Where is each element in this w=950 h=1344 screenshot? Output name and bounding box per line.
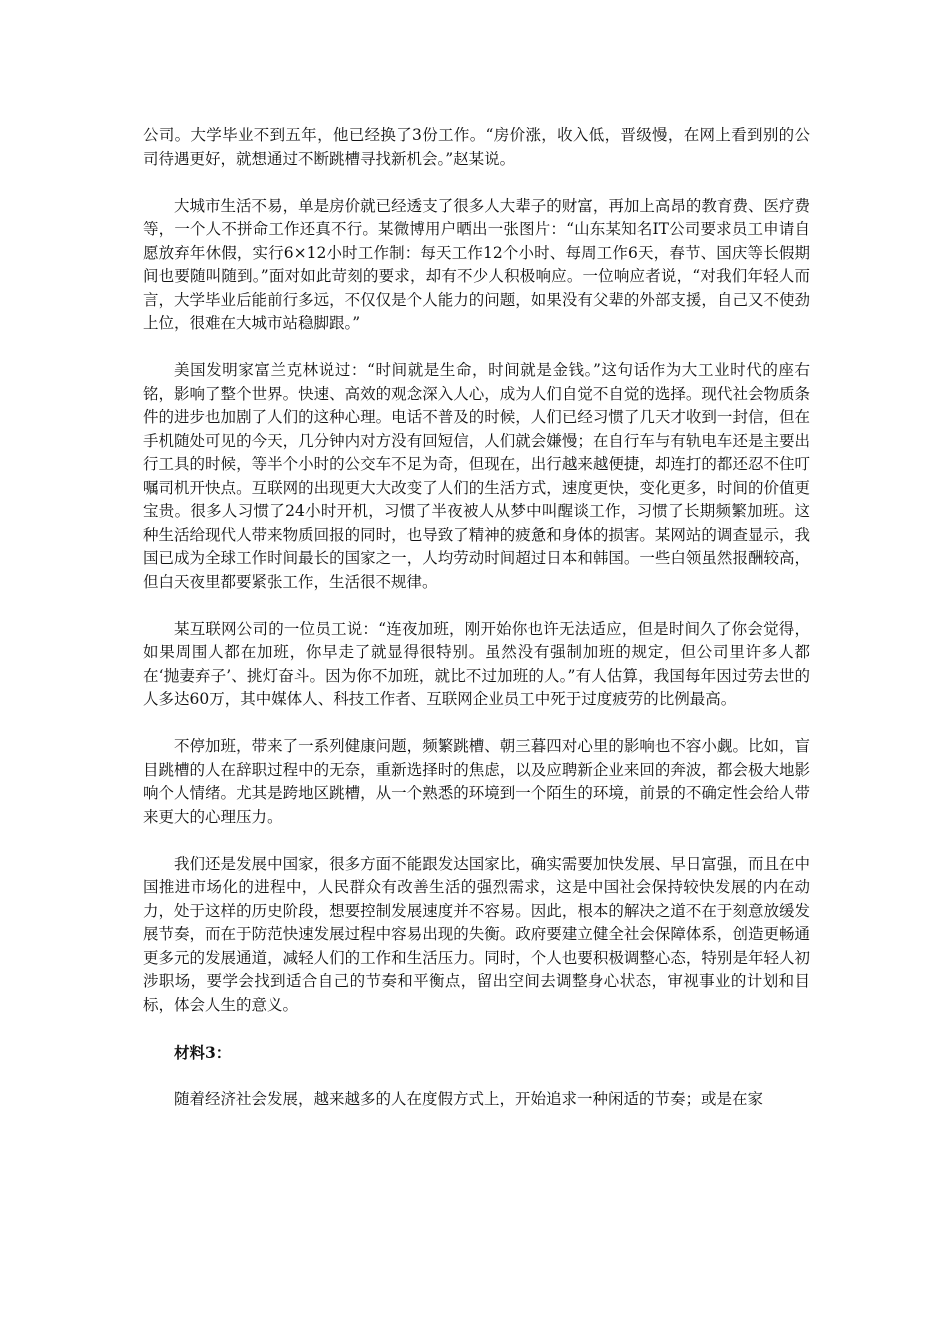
paragraph-4: 某互联网公司的一位员工说：“连夜加班，刚开始你也许无法适应，但是时间久了你会觉得，如果周围人都在加班，你早走了就显得很特别。虽然没有强制加班的规定，但公司里许多人都在‘抛妻弃子’、挑灯奋斗。因为你不加班，就比不过加班的人。”有人估算，我国每年因过劳去世的人多达60万，其中媒体人、科技工作者、互联网企业员工中死于过度疲劳的比例最高。 [143,619,810,708]
paragraph-2: 大城市生活不易，单是房价就已经透支了很多人大辈子的财富，再加上高昂的教育费、医疗费等，一个人不拼命工作还真不行。某微博用户晒出一张图片：“山东某知名IT公司要求员工申请自愿放弃年休假，实行6×12小时工作制：每天工作12个小时、每周工作6天，春节、国庆等长假期间也要随叫随到。”面对如此苛刻的要求，却有不少人积极响应。一位响应者说，“对我们年轻人而言，大学毕业后能前行多远，不仅仅是个人能力的问题，如果没有父辈的外部支援，自己又不使劲上位，很难在大城市站稳脚跟。” [143,196,810,332]
paragraph-spacer [143,829,810,853]
paragraph-5: 不停加班，带来了一系列健康问题，频繁跳槽、朝三暮四对心里的影响也不容小觑。比如，盲目跳槽的人在辞职过程中的无奈，重新选择时的焦虑，以及应聘新企业来回的奔波，都会极大地影响个人情绪。尤其是跨地区跳槽，从一个熟悉的环境到一个陌生的环境，前景的不确定性会给人带来更大的心理压力。 [143,737,810,826]
paragraph-spacer [143,171,810,195]
section-heading: 材料3： [174,1042,232,1062]
paragraph-3: 美国发明家富兰克林说过：“时间就是生命，时间就是金钱。”这句话作为大工业时代的座右铭，影响了整个世界。快速、高效的观念深入人心，成为人们自觉不自觉的选择。现代社会物质条件的进步也加剧了人们的这种心理。电话不普及的时候，人们已经习惯了几天才收到一封信，但在手机随处可见的今天，几分钟内对方没有回短信，人们就会嫌慢；在自行车与有轨电车还是主要出行工具的时候，等半个小时的公交车不足为奇，但现在，出行越来越便捷，却连打的都还忍不住叮嘱司机开快点。互联网的出现更大大改变了人们的生活方式，速度更快，变化更多，时间的价值更宝贵。很多人习惯了24小时开机，习惯了半夜被人从梦中叫醒谈工作，习惯了长期频繁加班。这种生活给现代人带来物质回报的同时，也导致了精神的疲惫和身体的损害。某网站的调查显示，我国已成为全球工作时间最长的国家之一，人均劳动时间超过日本和韩国。一些白领虽然报酬较高，但白天夜里都要紧张工作，生活很不规律。 [143,361,810,591]
paragraph-1: 公司。大学毕业不到五年，他已经换了3份工作。“房价涨，收入低，晋级慢，在网上看到别的公司待遇更好，就想通过不断跳槽寻找新机会。”赵某说。 [143,126,810,168]
paragraph-spacer [143,594,810,618]
paragraph-6: 我们还是发展中国家，很多方面不能跟发达国家比，确实需要加快发展、早日富强，而且在中国推进市场化的进程中，人民群众有改善生活的强烈需求，这是中国社会保持较快发展的内在动力，处于这样的历史阶段，想要控制发展速度并不容易。因此，根本的解决之道不在于刻意放缓发展节奏，而在于防范快速发展过程中容易出现的失衡。政府要建立健全社会保障体系，创造更畅通更多元的发展通道，减轻人们的工作和生活压力。同时，个人也要积极调整心态，特别是年轻人初涉职场，要学会找到适合自己的节奏和平衡点，留出空间去调整身心状态，审视事业的计划和目标，体会人生的意义。 [143,854,810,1014]
paragraph-spacer [143,1064,810,1088]
paragraph-spacer [143,712,810,736]
paragraph-spacer [143,336,810,360]
paragraph-7: 随着经济社会发展，越来越多的人在度假方式上，开始追求一种闲适的节奏；或是在家 [174,1089,764,1108]
paragraph-spacer [143,1017,810,1041]
document-page [143,124,810,1111]
